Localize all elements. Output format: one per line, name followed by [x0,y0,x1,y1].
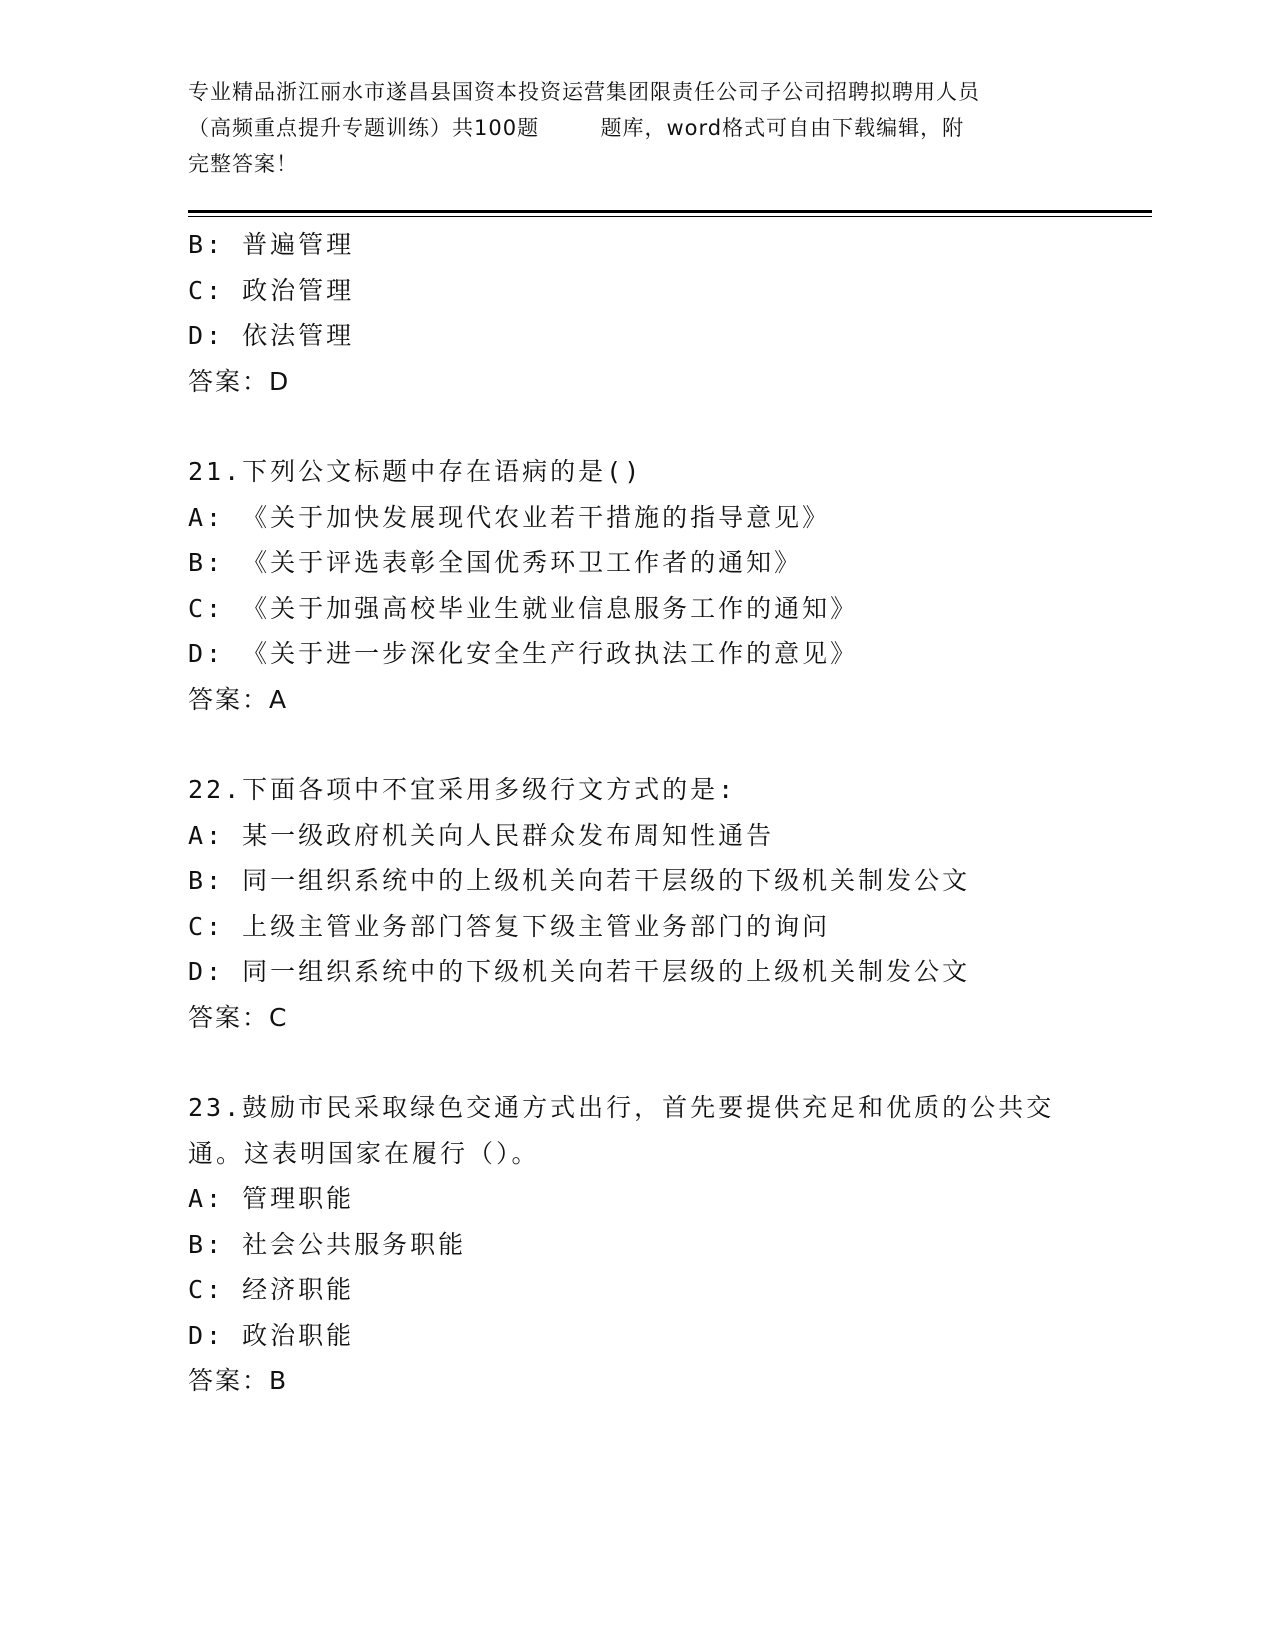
question-spacer [188,404,1148,449]
question-21-block [188,449,1148,722]
q22-option-b: B: 同一组织系统中的上级机关向若干层级的下级机关制发公文 [188,866,971,895]
document-header [188,74,1088,182]
question-spacer [188,722,1148,767]
q23-question-line-2: 通。这表明国家在履行（）。 [188,1138,540,1168]
q20-answer: 答案：D [188,366,291,396]
q21-option-d: D: 《关于进一步深化安全生产行政执法工作的意见》 [188,639,859,668]
q21-answer: 答案：A [188,684,289,714]
header-title-line-1: 专业精品浙江丽水市遂昌县国资本投资运营集团限责任公司子公司招聘拟聘用人员 [188,80,980,104]
question-23-block [188,1085,1148,1404]
header-title-line-2: （高频重点提升专题训练）共100题 题库，word格式可自由下载编辑，附 [188,116,965,140]
q23-option-a: A: 管理职能 [188,1184,355,1213]
header-divider-thick [188,210,1152,213]
q20-option-d: D: 依法管理 [188,321,355,350]
q23-question-line-1: 23.鼓励市民采取绿色交通方式出行，首先要提供充足和优质的公共交 [188,1093,1055,1122]
q23-answer: 答案：B [188,1366,289,1395]
question-spacer [188,1040,1148,1085]
q21-question: 21.下列公文标题中存在语病的是() [188,457,643,486]
q22-option-c: C: 上级主管业务部门答复下级主管业务部门的询问 [188,911,831,941]
q20-option-c: C: 政治管理 [188,275,355,305]
q22-question: 22.下面各项中不宜采用多级行文方式的是: [188,775,737,804]
q20-option-b: B: 普遍管理 [188,230,355,259]
q21-option-a: A: 《关于加快发展现代农业若干措施的指导意见》 [188,502,831,532]
q22-answer: 答案：C [188,1002,289,1032]
q23-option-c: C: 经济职能 [188,1275,355,1304]
q21-option-b: B: 《关于评选表彰全国优秀环卫工作者的通知》 [188,548,803,577]
q23-option-d: D: 政治职能 [188,1320,355,1350]
q22-option-d: D: 同一组织系统中的下级机关向若干层级的上级机关制发公文 [188,957,971,986]
question-22-block [188,767,1148,1040]
question-20-block [188,222,1148,404]
q23-option-b: B: 社会公共服务职能 [188,1229,467,1259]
header-divider-thin [188,216,1152,217]
header-title-line-3: 完整答案！ [188,152,298,176]
q22-option-a: A: 某一级政府机关向人民群众发布周知性通告 [188,820,775,850]
question-content [188,222,1148,1404]
q21-option-c: C: 《关于加强高校毕业生就业信息服务工作的通知》 [188,593,859,623]
